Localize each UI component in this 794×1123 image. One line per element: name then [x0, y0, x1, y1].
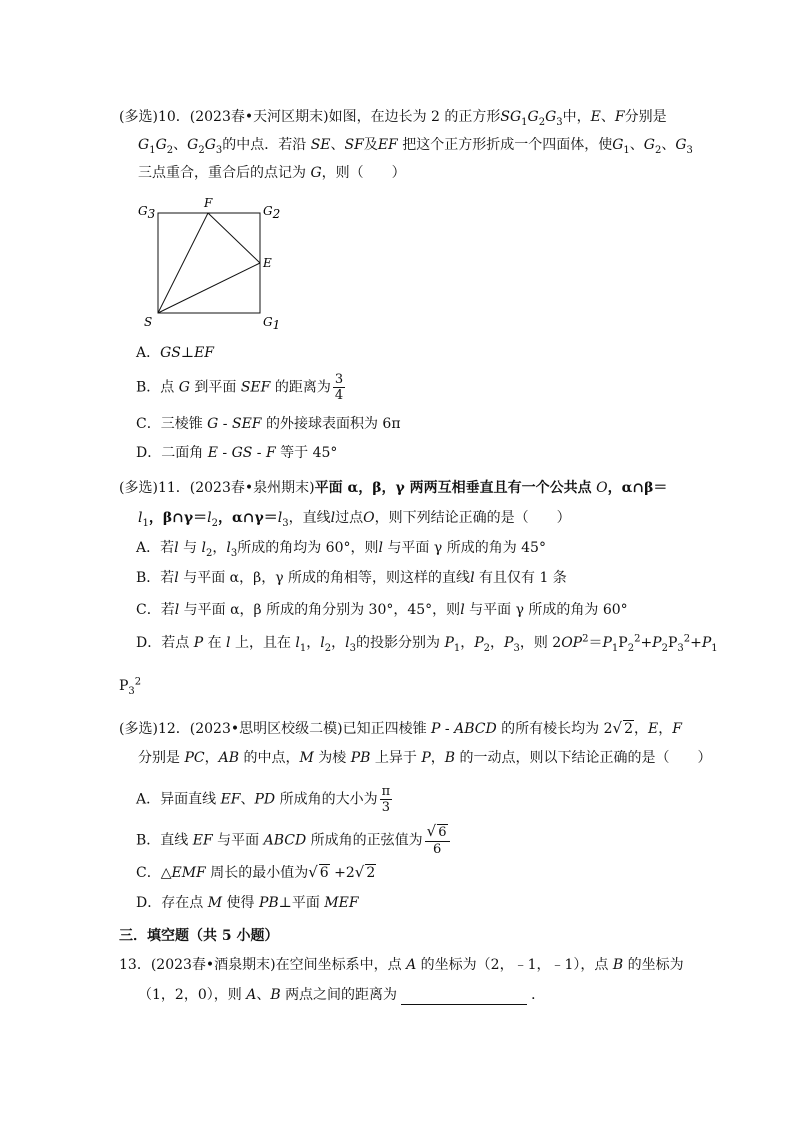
- q12-stem1: 已知正四棱锥: [342, 721, 427, 737]
- q10-stem-ef: 分别是: [624, 109, 667, 125]
- square-figure: [136, 195, 286, 335]
- label-G2: G2: [263, 204, 281, 221]
- q12-option-d-2: ⊥平面: [278, 895, 320, 911]
- q11-option-d-2: 上，且在: [234, 635, 291, 651]
- q12-stem2b: 的中点，: [243, 750, 300, 766]
- q11-option-c-2: 与平面 γ 所成的角为 60°: [469, 602, 628, 618]
- answer-blank[interactable]: [401, 990, 527, 1005]
- label-E: E: [263, 256, 272, 270]
- q12-tag: (多选): [119, 721, 158, 737]
- q12-stem2d: 上异于: [374, 750, 417, 766]
- q12-stem2c: 为棱: [318, 750, 347, 766]
- q12-stem1c: ，: [634, 721, 648, 737]
- q13-stem2c: ．: [531, 987, 546, 1003]
- q11-option-b-2: 有且仅有 1 条: [479, 570, 567, 586]
- q10-option-d-text: 等于 45°: [280, 445, 338, 461]
- q13-stem2b: 两点之间的距离为: [285, 987, 398, 1003]
- q13-stem2: （1，2，0），则: [138, 987, 242, 1003]
- q11-stem2d: 过点: [335, 510, 364, 526]
- fraction-sqrt6-6: $\frac{√ 6}{6}$: [425, 824, 450, 857]
- q10-stem-mid: 中，: [562, 109, 591, 125]
- square-outline: [158, 213, 260, 313]
- q11-option-a-1: 与: [183, 540, 198, 556]
- label-F: F: [204, 196, 213, 210]
- q11-number: 11．: [157, 480, 190, 496]
- q12-line1: (多选)12．(2023•思明区校级二模)已知正四棱锥 P - ABCD 的所有棱长均为 2√ 2，E，F: [119, 719, 682, 737]
- q10-option-c: C．三棱锥 G - SEF 的外接球表面积为 6π: [136, 416, 401, 432]
- q10-line3-b: ，则（ ）: [321, 165, 406, 181]
- q10-line2-c: 把这个正方形折成一个四面体，使: [402, 137, 613, 153]
- fraction-3-4: $\frac{3}{4}$: [334, 372, 344, 403]
- q10-option-d: D．二面角 E - GS - F 等于 45°: [136, 445, 338, 461]
- q11-option-b-1: 与平面 α，β，γ 所成的角相等，则这样的直线: [183, 570, 471, 586]
- q12-option-c: C．△EMF 周长的最小值为√ 6 +2√ 2: [136, 863, 376, 881]
- q13-source: (2023春•酒泉期末): [150, 957, 276, 973]
- q12-option-c-1: 周长的最小值为: [210, 865, 309, 881]
- q12-option-b: B．直线 EF 与平面 ABCD 所成角的正弦值为 $\frac{√ 6}{6}$: [136, 824, 452, 857]
- q11-option-b: B．若l 与平面 α，β，γ 所成的角相等，则这样的直线l 有且仅有 1 条: [136, 570, 567, 586]
- q10-line3-a: 三点重合，重合后的点记为: [138, 165, 306, 181]
- q10-option-b-text2: 的距离为: [274, 379, 331, 396]
- q11-option-d-1: 在: [207, 635, 222, 651]
- q13-stem1: 在空间坐标系中，点: [275, 957, 402, 973]
- q12-stem2e: 的一动点，则以下结论正确的是（ ）: [459, 750, 712, 766]
- q12-option-c-label: C．△: [136, 865, 172, 881]
- q10-option-b-label: B．点: [136, 379, 175, 396]
- q11-option-a-3: 与平面 γ 所成的角为 45°: [387, 540, 546, 556]
- q11-option-b-label: B．若: [136, 570, 175, 586]
- q11-option-d-continued: $P_3^2$: [119, 676, 142, 697]
- section-heading: 三．填空题（共 5 小题）: [119, 928, 279, 944]
- q10-option-c-label: C．三棱锥: [136, 416, 203, 432]
- q11-option-c-label: C．若: [136, 602, 175, 618]
- segment-SE: [158, 263, 260, 313]
- q12-option-a-1: 所成角的大小为: [279, 791, 378, 808]
- q11-stem2c: ，直线: [288, 510, 331, 526]
- q10-line2-a: 的中点．若沿: [222, 137, 307, 153]
- q10-option-a-text: GS⊥EF: [160, 345, 214, 361]
- q12-number: 12．: [157, 721, 190, 737]
- q10-option-c-text: 的外接球表面积为 6π: [265, 416, 401, 432]
- q11-option-d-3: 的投影分别为: [355, 635, 440, 651]
- q12-option-c-2: +2: [334, 865, 355, 881]
- q10-number: 10．: [157, 109, 190, 125]
- q11-line2: $l_1$，$\beta\cap\gamma=l_2$，$\alpha\cap\gamma=l_3$，直线l过点O，则下列结论正确的是（ ）: [138, 510, 571, 529]
- q10-line2: $G_1G_2$、$G_2G_3$的中点．若沿 SE、SF及EF 把这个正方形折成一个四面体，使$G_1$、$G_2$、$G_3$: [138, 137, 693, 156]
- q12-option-b-label: B．直线: [136, 832, 189, 849]
- q11-option-a-label: A．若: [136, 540, 175, 556]
- q10-line1: (多选)10．(2023春•天河区期末)如图，在边长为 2 的正方形$SG_1G_2G_3$中，E、F分别是: [119, 109, 667, 128]
- q11-option-c-1: 与平面 α，β 所成的角分别为 30°，45°，则: [183, 602, 461, 618]
- q11-option-a: A．若l 与 $l_2$，$l_3$所成的角均为 60°，则l 与平面 γ 所成的角为 45°: [136, 540, 546, 559]
- segment-SF: [158, 213, 208, 313]
- q11-option-d-5: ＝: [588, 635, 603, 651]
- label-G3: G3: [138, 204, 156, 221]
- q12-option-d-label: D．存在点: [136, 895, 204, 911]
- q11-stem2e: ，则下列结论正确的是（ ）: [374, 510, 571, 526]
- q10-stem: 如图，在边长为 2 的正方形: [328, 109, 501, 125]
- q11-option-d: D．若点 P 在 l 上，且在 $l_1$，$l_2$，$l_3$的投影分别为 $P_1$，$P_2$，$P_3$，则 $2OP^2=P_1P_2^2+P_2P_3^2+P_1$: [136, 633, 718, 654]
- q13-line1: 13．(2023春•酒泉期末)在空间坐标系中，点 A 的坐标为（2，﹣1，﹣1），点 B 的坐标为: [119, 957, 684, 973]
- q12-option-b-2: 所成角的正弦值为: [310, 832, 423, 849]
- q13-stem1b: 的坐标为（2，﹣1，﹣1），点: [420, 957, 609, 973]
- q12-option-d-1: 使得: [226, 895, 255, 911]
- q11-stem2: ，β∩γ＝: [148, 510, 208, 526]
- q11-option-d-label: D．若点: [136, 635, 190, 651]
- q13-number: 13．: [119, 957, 151, 973]
- segment-EF: [208, 213, 260, 263]
- q10-option-b: B．点 G 到平面 SEF 的距离为 $\frac{3}{4}$: [136, 372, 344, 403]
- q12-option-b-1: 与平面: [217, 832, 260, 849]
- q10-option-a-label: A．: [136, 345, 161, 361]
- q12-source: (2023•思明区校级二模): [189, 721, 343, 737]
- q11-option-d-4: ，则 2: [519, 635, 562, 651]
- q11-stem1: 平面 α，β，γ 两两互相垂直且有一个公共点: [314, 480, 592, 496]
- label-S: S: [144, 315, 153, 329]
- fraction-pi-3: $\frac{\pi}{3}$: [381, 784, 391, 815]
- q11-stem2b: ，α∩γ＝: [218, 510, 278, 526]
- q11-tag: (多选): [119, 480, 158, 496]
- q11-option-a-2: 所成的角均为 60°，则: [237, 540, 379, 556]
- q10-source: (2023春•天河区期末): [189, 109, 329, 125]
- q12-stem1b: 的所有棱长均为 2: [501, 721, 613, 737]
- q11-stem1b: ，α∩β＝: [607, 480, 668, 496]
- q12-option-a-label: A．异面直线: [136, 791, 217, 808]
- q12-line2: 分别是 PC，AB 的中点，M 为棱 PB 上异于 P，B 的一动点，则以下结论正确的是（ ）: [138, 750, 712, 766]
- q12-stem2: 分别是: [138, 750, 180, 766]
- q10-line2-b: 及: [363, 137, 378, 153]
- label-G1: G1: [263, 315, 281, 332]
- q11-source: (2023春•泉州期末): [189, 480, 315, 496]
- q12-option-d: D．存在点 M 使得 PB⊥平面 MEF: [136, 895, 359, 911]
- q10-option-d-label: D．二面角: [136, 445, 204, 461]
- q13-line2: （1，2，0），则 A、B 两点之间的距离为 ．: [138, 987, 546, 1003]
- q12-option-a: A．异面直线 EF、PD 所成角的大小为 $\frac{\pi}{3}$: [136, 784, 391, 815]
- q10-option-b-text: 到平面: [194, 379, 237, 396]
- q13-stem1c: 的坐标为: [627, 957, 684, 973]
- q11-line1: (多选)11．(2023春•泉州期末)平面 α，β，γ 两两互相垂直且有一个公共点 O，α∩β＝: [119, 480, 668, 496]
- q10-tag: (多选): [119, 109, 158, 125]
- q10-line3: 三点重合，重合后的点记为 G，则（ ）: [138, 165, 406, 181]
- q10-option-a: [136, 343, 214, 363]
- q11-option-c: C．若l 与平面 α，β 所成的角分别为 30°，45°，则l 与平面 γ 所成的角为 60°: [136, 602, 628, 618]
